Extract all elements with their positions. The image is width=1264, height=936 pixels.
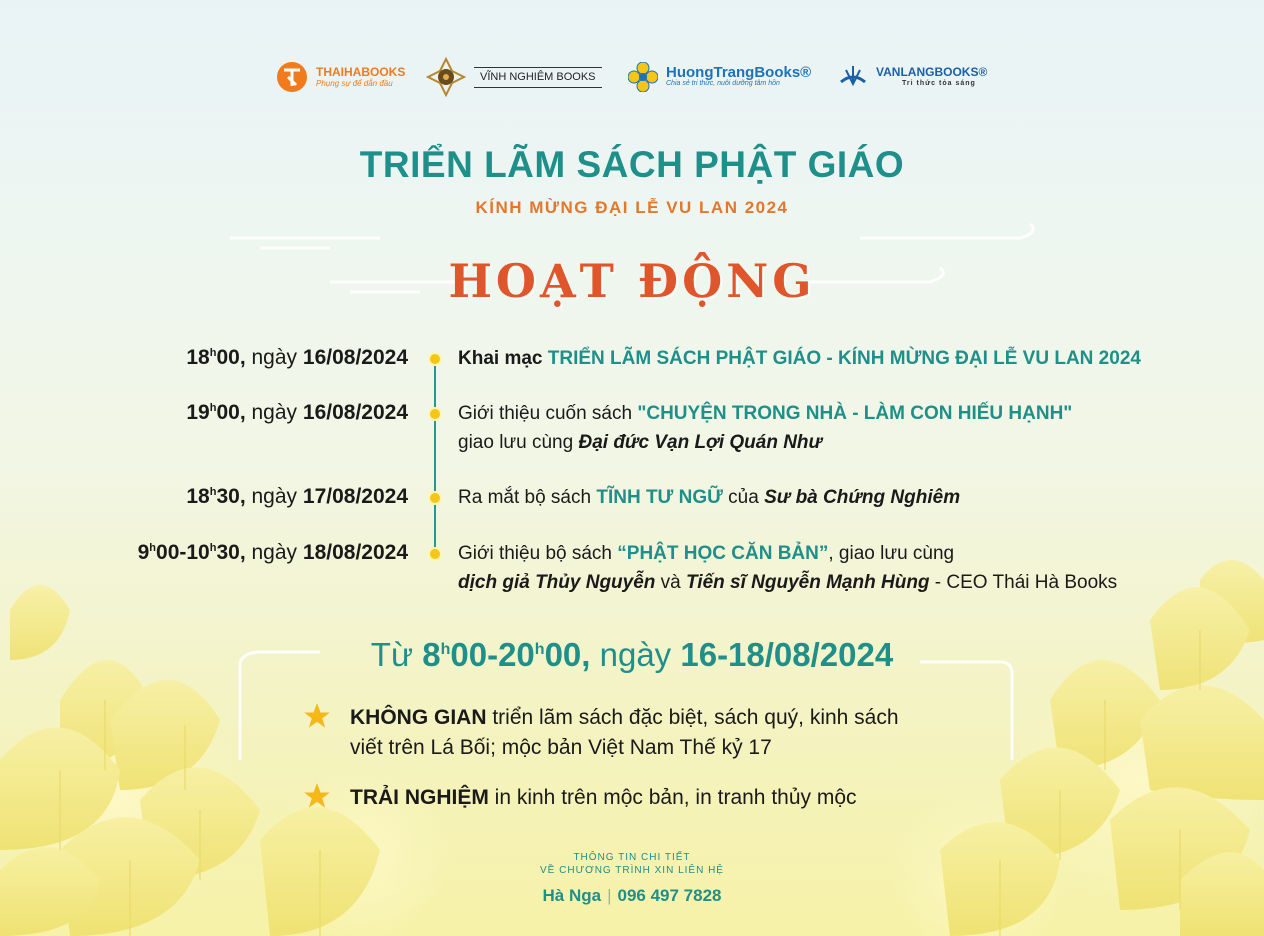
date-prefix: ngày	[245, 346, 303, 369]
star-icon	[303, 782, 331, 810]
h-sup: h	[209, 347, 217, 359]
vinhnghiem-logo	[426, 52, 602, 102]
contact-separator: |	[607, 886, 612, 905]
hour: 18	[186, 346, 210, 369]
desc-person: Tiến sĩ Nguyễn Mạnh Hùng	[686, 572, 930, 593]
huongtrang-flower-icon	[628, 62, 658, 92]
feature-title: TRẢI NGHIỆM	[350, 786, 489, 809]
close-hour: 20	[498, 636, 535, 673]
timeline-dot	[428, 352, 442, 366]
desc-highlight: “PHẬT HỌC CĂN BẢN”	[617, 543, 829, 564]
minute: 00	[156, 541, 180, 564]
feature-experience	[350, 782, 857, 813]
contact-phone[interactable]: 096 497 7828	[617, 886, 722, 905]
minute: 30	[216, 541, 240, 564]
date: 16/08/2024	[302, 346, 408, 369]
huongtrangbooks-logo	[628, 52, 811, 102]
desc-part: Ra mắt bộ sách	[458, 487, 597, 508]
page-title: TRIỂN LÃM SÁCH PHẬT GIÁO	[359, 144, 905, 185]
date-prefix: ngày	[590, 636, 681, 673]
h-sup: h	[440, 641, 451, 658]
h-sup: h	[209, 542, 217, 554]
schedule-desc-line2	[458, 428, 822, 457]
open-dates: 16-18/08/2024	[680, 636, 894, 673]
date-prefix: ngày	[245, 541, 303, 564]
schedule-time: 19$^h$00, ngày 16/08/2024	[186, 401, 408, 424]
desc-part: Giới thiệu bộ sách	[458, 543, 618, 564]
vanlang-book-icon	[838, 62, 868, 92]
vanlang-name: VANLANGBOOKS®	[876, 64, 988, 79]
desc-part: Khai mạc	[458, 348, 548, 369]
hour: 10	[186, 541, 210, 564]
feature-space-line2	[350, 732, 772, 763]
desc-part: , giao lưu cùng	[828, 543, 955, 564]
thaihabooks-logo	[276, 52, 405, 102]
vinhnghiem-emblem-icon	[426, 57, 466, 97]
schedule-time: 18$^h$00, ngày 16/08/2024	[186, 346, 408, 369]
feature-space	[350, 702, 899, 733]
h-sup: h	[209, 402, 217, 414]
date-prefix: ngày	[245, 485, 303, 508]
hour: 18	[186, 485, 210, 508]
schedule-time: 9$^h$00-10$^h$30, ngày 18/08/2024	[137, 541, 408, 564]
open-hour: 8	[422, 636, 441, 673]
thaihabooks-name: THAIHABOOKS	[316, 64, 406, 79]
timeline-dot	[428, 547, 442, 561]
section-title: HOẠT ĐỘNG	[448, 254, 816, 308]
schedule-time: 18$^h$30, ngày 17/08/2024	[186, 485, 408, 508]
thaihabooks-tagline: Phụng sự để dẫn đầu	[316, 78, 393, 88]
minute: 00	[216, 346, 240, 369]
timeline-dot	[428, 407, 442, 421]
schedule-desc	[458, 483, 960, 512]
vinhnghiem-name: VĨNH NGHIÊM BOOKS	[480, 70, 596, 83]
h-sup: h	[534, 641, 545, 658]
desc-part: của	[722, 487, 765, 508]
desc-highlight: TĨNH TƯ NGỮ	[596, 487, 723, 508]
desc-person: dịch giả Thủy Nguyễn	[458, 572, 656, 593]
minute: 30	[216, 485, 240, 508]
open-hours-prefix: Từ	[370, 636, 423, 673]
date-prefix: ngày	[245, 401, 303, 424]
close-minute: 00	[544, 636, 582, 673]
schedule-desc	[458, 344, 1141, 373]
minute: 00	[216, 401, 240, 424]
date: 18/08/2024	[302, 541, 408, 564]
timeline-line	[434, 358, 436, 556]
schedule-desc	[458, 539, 954, 568]
footer-info-line2: VỀ CHƯƠNG TRÌNH XIN LIÊN HỆ	[540, 865, 724, 876]
thaihabooks-emblem-icon	[276, 61, 308, 93]
star-icon	[303, 702, 331, 730]
schedule-desc	[458, 399, 1072, 428]
h-sup: h	[209, 486, 217, 498]
huongtrang-tagline: Chia sẻ tri thức, nuôi dưỡng tâm hồn	[666, 79, 780, 87]
date: 17/08/2024	[302, 485, 408, 508]
vanlang-tagline: Tri thức tỏa sáng	[902, 79, 976, 87]
open-minute: 00	[450, 636, 488, 673]
open-hours: Từ 8$^h$00-20$^h$00, ngày 16-18/08/2024	[370, 636, 894, 673]
desc-part: - CEO Thái Hà Books	[929, 572, 1118, 593]
h-sup: h	[149, 542, 157, 554]
feature-text: viết trên Lá Bối; mộc bản Việt Nam Thế kỷ 17	[350, 736, 772, 759]
desc-highlight: "CHUYỆN TRONG NHÀ - LÀM CON HIẾU HẠNH"	[637, 403, 1073, 424]
desc-part: và	[655, 572, 687, 593]
feature-text: triển lãm sách đặc biệt, sách quý, kinh sách	[486, 706, 899, 729]
hour: 9	[137, 541, 150, 564]
page-subtitle: KÍNH MỪNG ĐẠI LỄ VU LAN 2024	[475, 198, 789, 217]
footer-contact	[0, 886, 1264, 906]
date: 16/08/2024	[302, 401, 408, 424]
contact-name: Hà Nga	[542, 886, 602, 905]
desc-highlight: TRIỂN LÃM SÁCH PHẬT GIÁO - KÍNH MỪNG ĐẠI LỄ VU LAN 2024	[547, 348, 1141, 369]
feature-title: KHÔNG GIAN	[350, 706, 487, 729]
huongtrang-name: HuongTrangBooks®	[666, 63, 812, 81]
desc-part: giao lưu cùng	[458, 432, 579, 453]
desc-person: Đại đức Vạn Lợi Quán Như	[578, 432, 823, 453]
schedule-desc-line2	[458, 568, 1117, 597]
timeline-dot	[428, 491, 442, 505]
desc-person: Sư bà Chứng Nghiêm	[764, 487, 961, 508]
hour: 19	[186, 401, 210, 424]
vanlangbooks-logo	[838, 52, 987, 102]
footer-info-line1: THÔNG TIN CHI TIẾT	[573, 852, 691, 863]
feature-text: in kinh trên mộc bản, in tranh thủy mộc	[488, 786, 857, 809]
desc-part: Giới thiệu cuốn sách	[458, 403, 638, 424]
